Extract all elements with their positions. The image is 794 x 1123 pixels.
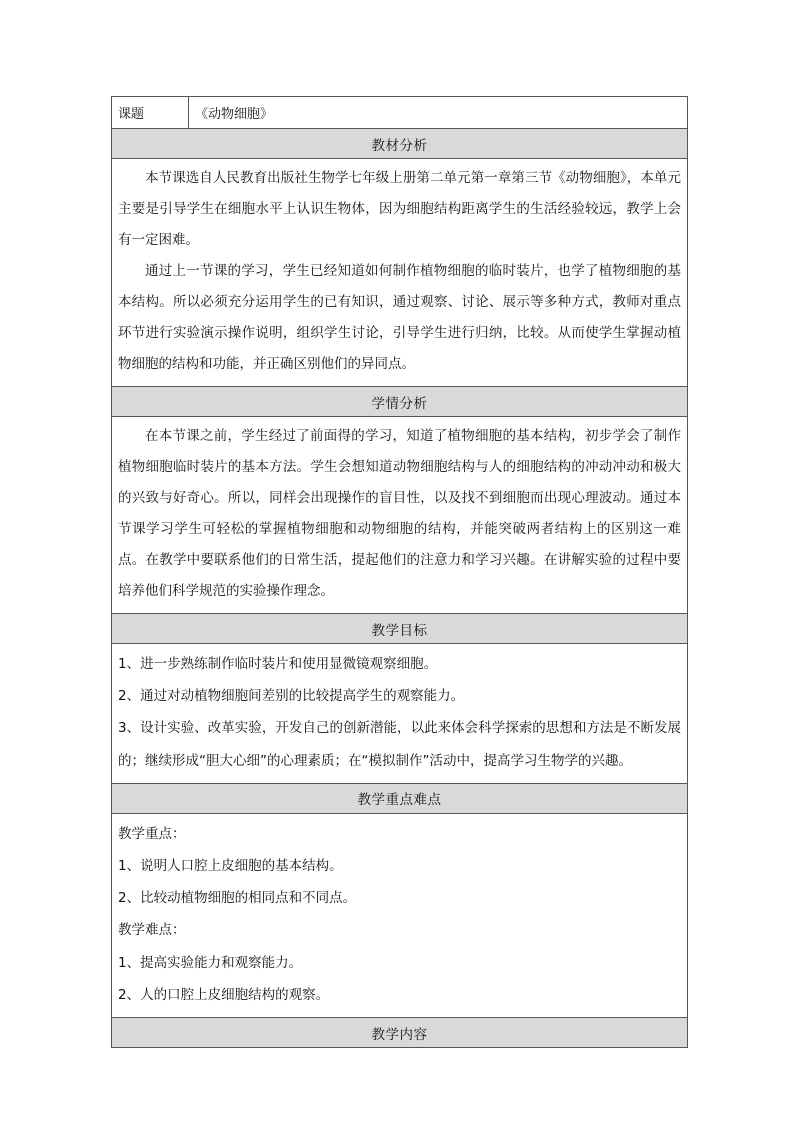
section-body-textbook-analysis [112,159,688,387]
list-item: 1、提高实验能力和观察能力。 [118,954,303,971]
paragraph: 通过上一节课的学习，学生已经知道如何制作植物细胞的临时装片，也学了植物细胞的基本结构。所以必须充分运用学生的已有知识，通过观察、讨论、展示等多种方式，教师对重点环节进行实验演示操作说明，组织学生讨论，引导学生进行归纳，比较。从而使学生掌握动植物细胞的结构和功能，并正确区别他们的异同点。 [118,263,681,372]
section-header-key-difficult-points [112,783,688,813]
list-item: 1、进一步熟练制作临时装片和使用显微镜观察细胞。 [118,656,438,672]
list-item: 教学重点： [118,825,186,842]
section-body-key-difficult-points [112,813,688,1017]
section-title: 教学重点难点 [112,783,688,813]
list-item: 3、设计实验、改革实验，开发自己的创新潜能，以此来体会科学探索的思想和方法是不断发展的；继续形成“胆大心细”的心理素质；在“模拟制作”活动中，提高学习生物学的兴趣。 [118,720,681,769]
section-title: 教学目标 [112,614,688,644]
section-title: 教材分析 [112,129,688,159]
list-item: 1、说明人口腔上皮细胞的基本结构。 [118,858,343,875]
list-item: 教学难点： [118,922,186,939]
section-header-teaching-objectives [112,614,688,644]
list-item: 2、比较动植物细胞的相同点和不同点。 [118,890,357,907]
lesson-plan-page [111,96,688,1048]
section-title: 学情分析 [112,387,688,417]
section-header-student-analysis [112,387,688,417]
topic-row [112,97,688,129]
section-header-textbook-analysis [112,129,688,159]
paragraph: 本节课选自人民教育出版社生物学七年级上册第二单元第一章第三节《动物细胞》，本单元主要是引导学生在细胞水平上认识生物体，因为细胞结构距离学生的生活经验较远，教学上会有一定困难。 [118,170,681,248]
section-title: 教学内容 [112,1018,688,1048]
list-item: 2、通过对动植物细胞间差别的比较提高学生的观察能力。 [118,688,465,705]
topic-label: 课题 [112,97,189,129]
section-body-student-analysis [112,417,688,614]
list-item: 2、人的口腔上皮细胞结构的观察。 [118,986,330,1003]
lesson-plan-table [111,96,688,1048]
section-body-teaching-objectives [112,644,688,784]
paragraph: 在本节课之前，学生经过了前面得的学习，知道了植物细胞的基本结构，初步学会了制作植物细胞临时装片的基本方法。学生会想知道动物细胞结构与人的细胞结构的冲动冲动和极大的兴致与好奇心。所以，同样会出现操作的盲目性，以及找不到细胞而出现心理波动。通过本节课学习学生可轻松的掌握植物细胞和动物细胞的结构，并能突破两者结构上的区别这一难点。在教学中要联系他们的日常生活，提起他们的注意力和学习兴趣。在讲解实验的过程中要培养他们科学规范的实验操作理念。 [118,428,681,599]
topic-value: 《动物细胞》 [189,97,688,129]
section-header-teaching-content [112,1018,688,1048]
